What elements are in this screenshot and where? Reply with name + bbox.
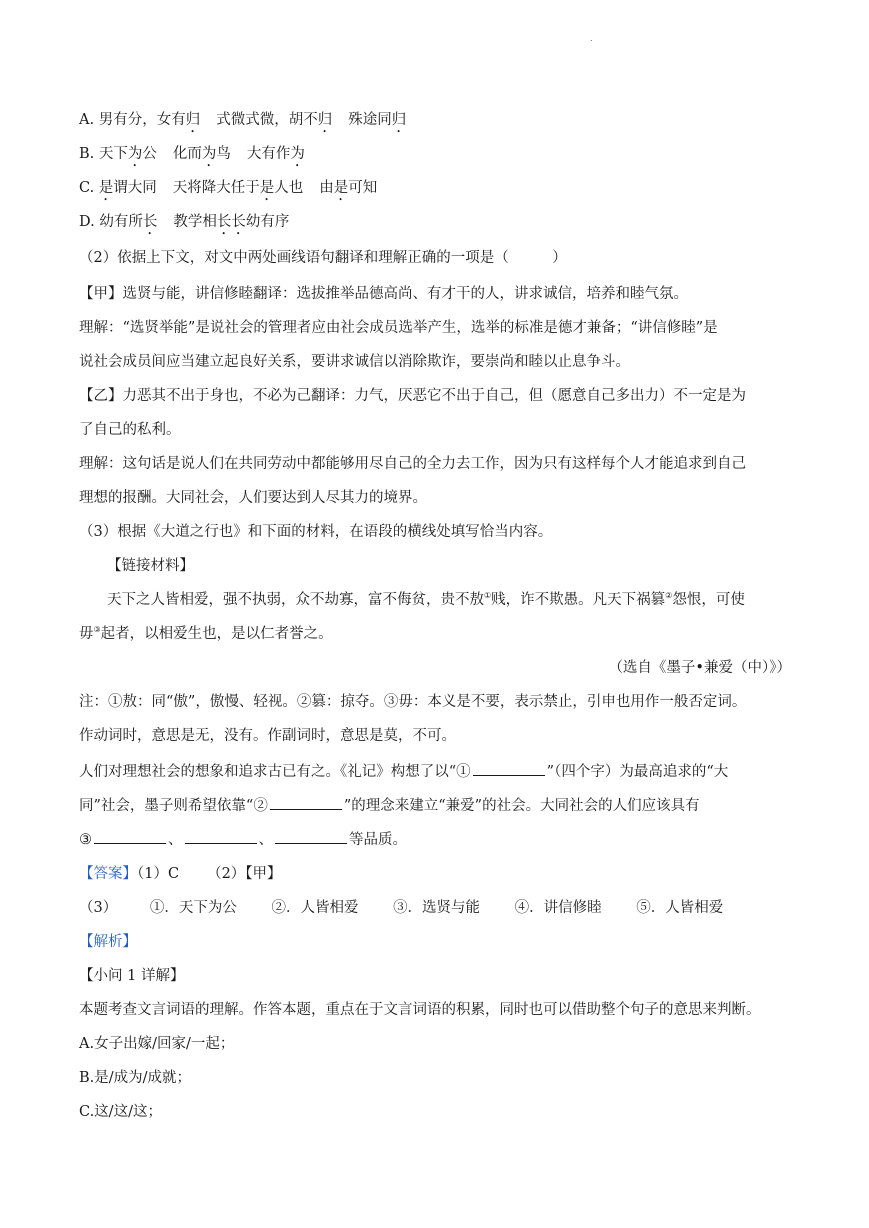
jia-tag: 【甲】 xyxy=(79,286,123,302)
question-3: （3）根据《大道之行也》和下面的材料，在语段的横线处填写恰当内容。 xyxy=(79,524,553,540)
material-source: （选自《墨子•兼爱（中）》） xyxy=(608,660,791,676)
answer-3-line: （3） ①．天下为公 ②．人皆相爱 ③．选贤与能 ④．讲信修睦 ⑤．人皆相爱 xyxy=(79,900,724,916)
jia-understanding-1: 理解：“选贤举能”是说社会的管理者应由社会成员选举产生，选举的标准是德才兼备；“讲信修睦”是 xyxy=(79,320,718,336)
option-d: D. 幼有所长 教学相长长幼有序 xyxy=(79,214,290,230)
material-line-2: 毋③起者，以相爱生也，是以仁者誉之。 xyxy=(79,625,333,642)
note-line-2: 作动词时，意思是无，没有。作副词时，意思是莫，不可。 xyxy=(79,728,456,744)
option-c: C. 是谓大同 天将降大任于是人也 由是可知 xyxy=(79,180,378,196)
yi-tag: 【乙】 xyxy=(79,388,123,404)
yi-understanding-1: 理解：这句话是说人们在共同劳动中都能够用尽自己的全力去工作，因为只有这样每个人才能追求到自己 xyxy=(79,456,746,472)
answer-3-item: ②．人皆相爱 xyxy=(271,900,359,916)
fill-blank-4[interactable] xyxy=(185,831,257,844)
material-line-1: 天下之人皆相爱，强不执弱，众不劫寡，富不侮贫，贵不敖①贱，诈不欺愚。凡天下祸篡②怨恨，可使 xyxy=(107,591,745,608)
option-label: A. xyxy=(79,112,95,128)
header-mark: . xyxy=(590,34,593,43)
fill-blank-1[interactable] xyxy=(473,763,545,776)
analysis-tag: 【解析】 xyxy=(79,934,137,950)
fill-paragraph-1: 人们对理想社会的想象和追求古已有之。《礼记》构想了以“① ”（四个字）为最高追求的“大 xyxy=(79,764,729,780)
fill-blank-5[interactable] xyxy=(275,831,347,844)
answer-3-item: ④．讲信修睦 xyxy=(514,900,602,916)
sub-question-1-title: 【小问 1 详解】 xyxy=(79,968,185,984)
note-line-1: 注：①敖：同“傲”，傲慢、轻视。②篡：掠夺。③毋：本义是不要，表示禁止，引申也用作一般否定词。 xyxy=(79,694,747,710)
sub-question-1-text: 本题考查文言词语的理解。作答本题，重点在于文言词语的积累，同时也可以借助整个句子的意思来判断。 xyxy=(79,1002,761,1018)
yi-understanding-2: 理想的报酬。大同社会，人们要达到人尽其力的境界。 xyxy=(79,490,427,506)
fill-blank-2[interactable] xyxy=(270,797,342,810)
explanation-b: B.是/成为/成就； xyxy=(79,1070,192,1086)
fill-paragraph-3: ③ 、 、 等品质。 xyxy=(79,832,407,848)
question-2: （2）依据上下文，对文中两处画线语句翻译和理解正确的一项是（ ） xyxy=(79,250,567,266)
yi-translation-2: 了自己的私利。 xyxy=(79,422,181,438)
answer-tag: 【答案】 xyxy=(79,866,137,882)
answer-3-item: ③．选贤与能 xyxy=(393,900,481,916)
answer-3-item: ⑤．人皆相爱 xyxy=(636,900,724,916)
answer-3-item: ①．天下为公 xyxy=(149,900,237,916)
option-label: B. xyxy=(79,146,95,162)
footnote-marker: ② xyxy=(665,591,673,601)
link-material-title: 【链接材料】 xyxy=(107,558,194,574)
fill-paragraph-2: 同”社会，墨子则希望依靠“② ”的理念来建立“兼爱”的社会。大同社会的人们应该具有 xyxy=(79,798,700,814)
option-label: D. xyxy=(79,214,95,230)
footnote-marker: ③ xyxy=(93,625,101,635)
fill-blank-3[interactable] xyxy=(94,831,166,844)
option-b: B. 天下为公 化而为鸟 大有作为 xyxy=(79,146,305,162)
explanation-a: A.女子出嫁/回家/一起； xyxy=(79,1036,235,1052)
yi-translation: 【乙】力恶其不出于身也，不必为己翻译：力气，厌恶它不出于自己，但（愿意自己多出力）不一定是为 xyxy=(79,388,746,404)
option-label: C. xyxy=(79,180,95,196)
jia-translation: 【甲】选贤与能，讲信修睦翻译：选拔推举品德高尚、有才干的人，讲求诚信，培养和睦气氛。 xyxy=(79,286,688,302)
option-a: A. 男有分，女有归 式微式微，胡不归 殊途同归 xyxy=(79,112,407,128)
jia-understanding-2: 说社会成员间应当建立起良好关系，要讲求诚信以消除欺诈，要崇尚和睦以止息争斗。 xyxy=(79,354,630,370)
footnote-marker: ① xyxy=(484,591,492,601)
answer-line: 【答案】（1）C （2）【甲】 xyxy=(79,866,282,882)
explanation-c: C.这/这/这； xyxy=(79,1104,162,1120)
